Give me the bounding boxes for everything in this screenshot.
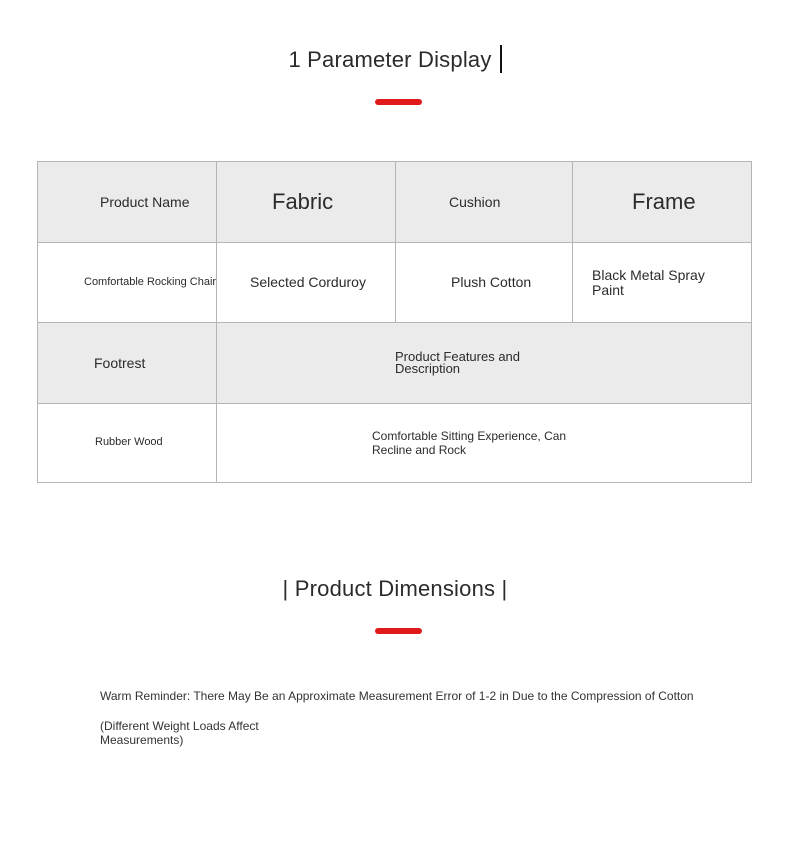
table-cell [217,243,396,323]
cell-cushion-value: Plush Cotton [451,274,532,291]
table-cell [573,162,751,243]
table-cell [38,243,217,323]
cell-frame-value: Black Metal Spray Paint [592,266,705,298]
table-cell [396,162,573,243]
cell-product-name-value: Comfortable Rocking Chair [84,275,217,288]
cell-fabric-value: Selected Corduroy [250,274,366,291]
table-cell [217,323,751,404]
cursor-bar [500,45,502,73]
parameter-display-heading [0,45,790,73]
cell-product-name-label: Product Name [100,193,190,210]
table-cell [217,162,396,243]
cell-frame-label: Frame [632,189,696,215]
table-cell [38,323,217,404]
cell-features-value: Comfortable Sitting Experience, Can Recline and Rock [372,429,567,457]
cell-footrest-label: Footrest [94,354,146,371]
product-dimensions-heading: | Product Dimensions | [282,576,508,601]
table-cell [217,404,751,482]
cell-footrest-value: Rubber Wood [95,436,163,449]
parameter-table [37,161,752,483]
table-cell [573,243,751,323]
heading-underline [375,99,422,105]
table-cell [396,243,573,323]
heading-underline [375,628,422,634]
measurement-note-text: (Different Weight Loads Affect Measurements) [100,719,259,747]
parameter-display-title: 1 Parameter Display [288,47,492,72]
table-cell [38,404,217,482]
cell-fabric-label: Fabric [272,189,334,215]
table-cell [38,162,217,243]
cell-cushion-label: Cushion [449,193,501,210]
cell-features-label: Product Features and Description [395,349,521,376]
warm-reminder-text: Warm Reminder: There May Be an Approximate Measurement Error of 1-2 in Due to the Compression of Cotton [100,689,694,703]
